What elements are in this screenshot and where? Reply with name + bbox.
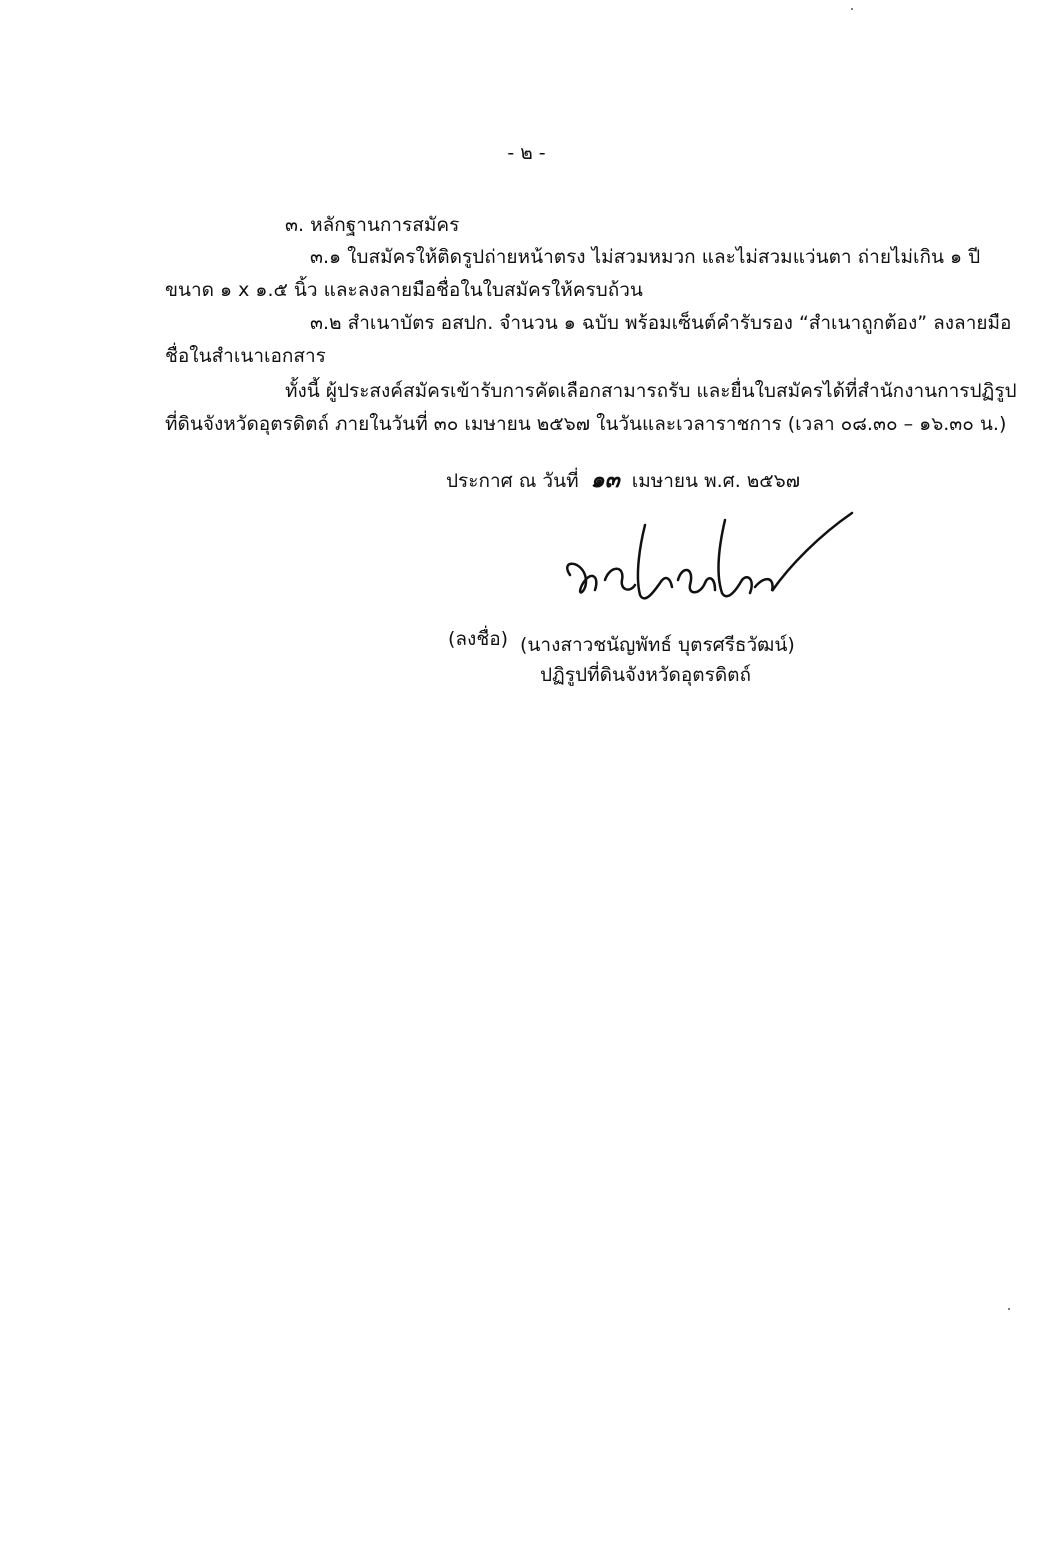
page-number: - ๒ - <box>507 142 546 164</box>
announcement-day: ๑๓ <box>590 468 620 493</box>
signatory-name: (นางสาวชนัญพัทธ์ บุตรศรีธวัฒน์) <box>520 634 795 656</box>
announcement-prefix: ประกาศ ณ วันที่ <box>446 470 579 492</box>
signatory-position: ปฏิรูปที่ดินจังหวัดอุตรดิตถ์ <box>540 664 752 686</box>
scan-speck <box>1008 1308 1010 1310</box>
closing-line-2: ที่ดินจังหวัดอุตรดิตถ์ ภายในวันที่ ๓๐ เมษายน ๒๕๖๗ ในวันและเวลาราชการ (เวลา ๐๘.๓๐ – ๑๖.๓๐ น.) <box>165 413 1007 435</box>
scan-speck <box>851 8 853 10</box>
handwritten-signature <box>560 505 860 615</box>
item-3-1-line-1: ๓.๑ ใบสมัครให้ติดรูปถ่ายหน้าตรง ไม่สวมหมวก และไม่สวมแว่นตา ถ่ายไม่เกิน ๑ ปี <box>310 246 981 268</box>
announcement-date <box>446 468 800 494</box>
closing-line-1: ทั้งนี้ ผู้ประสงค์สมัครเข้ารับการคัดเลือกสามารถรับ และยื่นใบสมัครได้ที่สำนักงานการปฏิรูป <box>285 380 1017 402</box>
sign-label: (ลงชื่อ) <box>448 628 509 650</box>
announcement-month-year: เมษายน พ.ศ. ๒๕๖๗ <box>631 470 801 492</box>
item-3-2-line-2: ชื่อในสำเนาเอกสาร <box>165 345 326 367</box>
item-3-2-line-1: ๓.๒ สำเนาบัตร อสปก. จำนวน ๑ ฉบับ พร้อมเซ็นต์คำรับรอง “สำเนาถูกต้อง” ลงลายมือ <box>310 312 1012 334</box>
section-3-heading: ๓. หลักฐานการสมัคร <box>285 214 460 236</box>
item-3-1-line-2: ขนาด ๑ x ๑.๕ นิ้ว และลงลายมือชื่อในใบสมัครให้ครบถ้วน <box>165 279 643 301</box>
